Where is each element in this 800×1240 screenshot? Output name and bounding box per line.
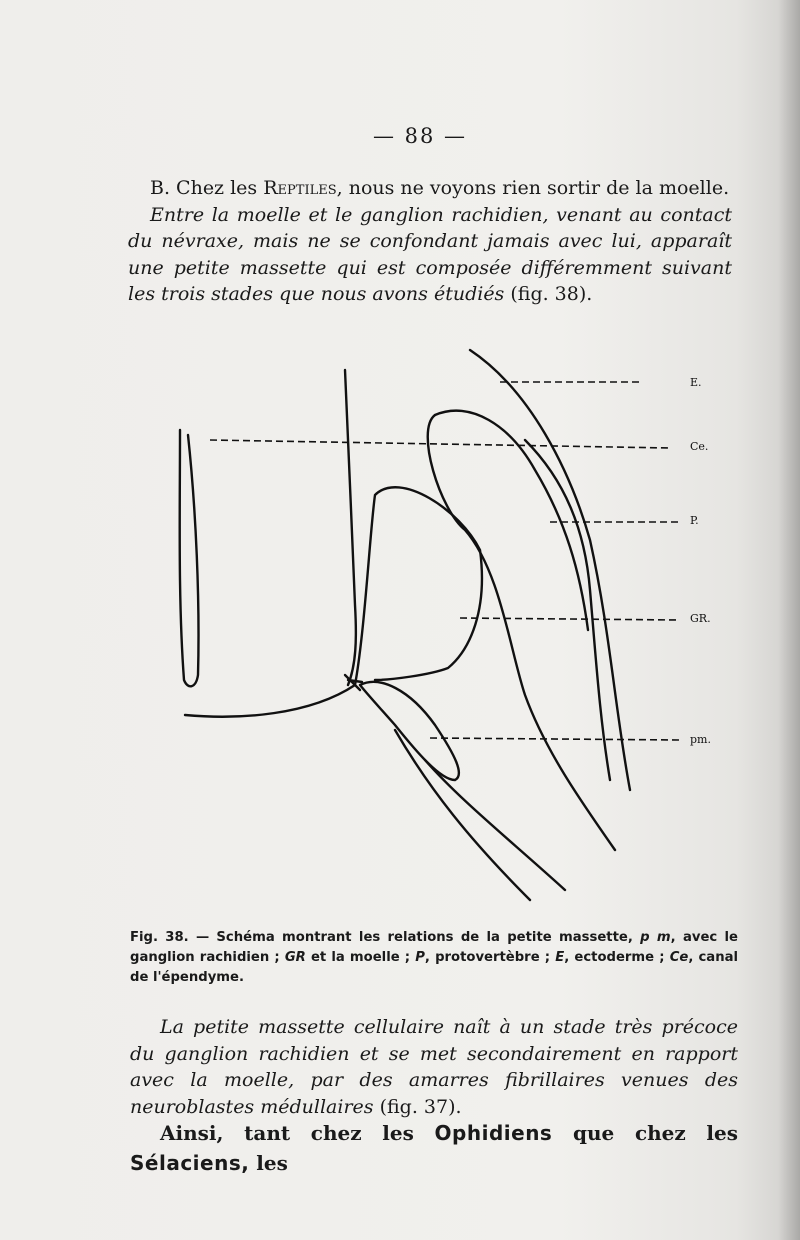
dash-pm [430,738,680,740]
caption-GR: GR [284,950,306,965]
caption-Ce: Ce [669,950,689,965]
paragraph-3-mid: que chez les [552,1121,739,1145]
dash-GR [460,618,680,620]
neural-tube-line [345,370,356,685]
caption-prefix: Fig. 38. — Schéma montrant les relations de la petite massette, [130,930,641,945]
paragraph-2-italic: La petite massette cellulaire naît à un stade très précoce du ganglion rachidien et se met secondairement en rapport avec la moelle, par des amarres fibrillaires venues des neuroblastes médullaires [130,1016,738,1118]
label-GR: GR. [690,612,711,625]
label-E: E. [690,376,702,389]
page-edge-shadow [778,0,800,1240]
label-Ce: Ce. [690,440,709,453]
label-P: P. [690,514,699,527]
lower-tail [425,760,565,890]
figure-38-svg [170,330,730,920]
protovertebre-arc-3 [525,440,610,780]
figure-caption [130,928,738,988]
caption-mid4: , ectoderme ; [564,950,670,965]
intro-first-line [128,175,732,202]
intro-lead-end: , nous ne voyons rien sortir de la moelle. [336,177,730,199]
ganglion-loop [355,487,482,685]
reptiles-term: Reptiles [263,177,337,199]
lower-tail-2 [395,730,530,900]
intro-fig-ref: (fig. 38). [504,283,593,305]
caption-E: E [555,950,565,965]
caption-mid3: , protovertèbre ; [424,950,556,965]
paragraph-2 [130,1014,738,1120]
selaciens-term: Sélaciens, [130,1151,250,1175]
paragraph-3-start: Ainsi, tant chez les [160,1121,435,1145]
intro-lead: B. Chez les [150,177,264,199]
caption-P: P [415,950,425,965]
figure-38-diagram [170,330,730,920]
paragraph-3-end: les [249,1151,288,1175]
intro-paragraph [128,175,732,308]
label-pm: pm. [690,733,711,746]
caption-end: , canal de l'épendyme. [130,950,738,985]
left-boundary-curve [185,685,355,717]
protovertebre-arc-2 [470,350,630,790]
paragraph-3 [130,1118,738,1178]
caption-mid2: et la moelle ; [305,950,416,965]
paragraph-2-ref: (fig. 37). [373,1095,462,1118]
petite-massette-loop [360,682,459,780]
intro-italic-text: Entre la moelle et le ganglion rachidien, venant au contact du névraxe, mais ne se confondant jamais avec lui, apparaît une petite massette qui est composée différemment suivant les trois stades que nous avons étudiés [128,203,732,305]
dash-Ce [210,440,670,448]
page-number: — 88 — [372,124,468,148]
caption-mid1: , avec le ganglion rachidien ; [130,930,738,965]
junction-mark [345,675,362,690]
caption-pm: p m [640,930,671,945]
protovertebre-arc-1 [428,415,615,850]
ophidiens-term: Ophidiens [434,1121,553,1145]
ectoderm-loop [180,430,199,686]
